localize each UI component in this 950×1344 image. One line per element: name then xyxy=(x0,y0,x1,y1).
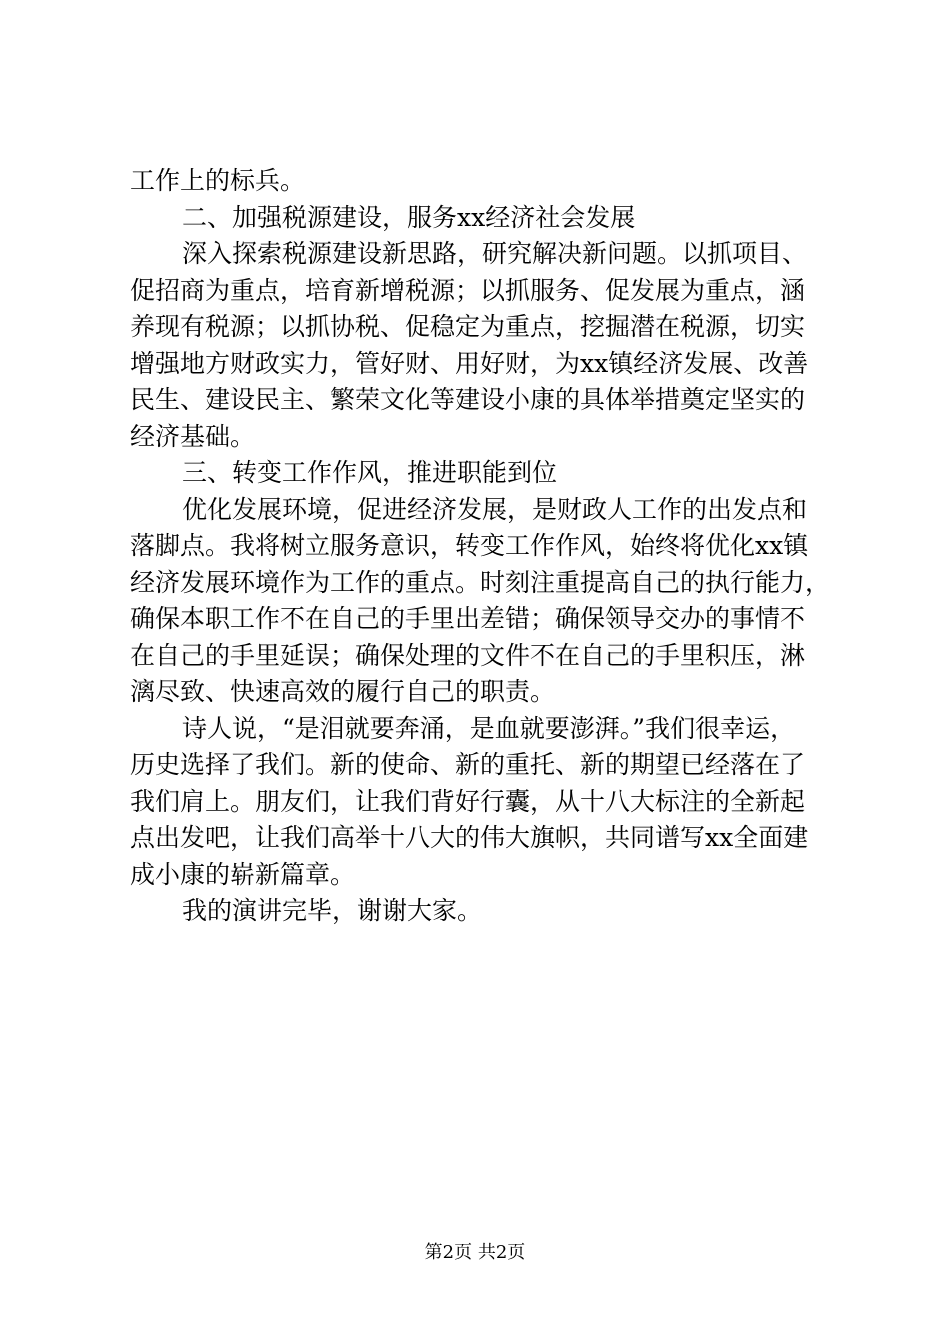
paragraph-closing: 我的演讲完毕，谢谢大家。 xyxy=(182,896,483,925)
paragraph-work-style: 优化发展环境，促进经济发展，是财政人工作的出发点和 落脚点。我将树立服务意识，转变工作作风，始终将优化xx镇 经济发展环境作为工作的重点。时刻注重提高自己的执行能力， 确保本职工作不在自己的手里出差错；确保领导交办的事情不 在自己的手里延误；确保处理的文件不在自己的手里积压，淋 漓尽致、快速高效的履行自己的职责。 xyxy=(130,494,831,706)
document-body xyxy=(130,163,835,930)
paragraph-tax-source: 深入探索税源建设新思路，研究解决新问题。以抓项目、 促招商为重点，培育新增税源；以抓服务、促发展为重点，涵 养现有税源；以抓协税、促稳定为重点，挖掘潜在税源，切实 增强地方财政实力，管好财、用好财，为xx镇经济发展、改善 民生、建设民主、繁荣文化等建设小康的具体举措奠定坚实的 经济基础。 xyxy=(130,239,809,451)
section-heading-3: 三、转变工作作风，推进职能到位 xyxy=(182,458,558,487)
paragraph-continuation: 工作上的标兵。 xyxy=(130,166,306,195)
section-heading-2: 二、加强税源建设，服务xx经济社会发展 xyxy=(182,202,636,232)
page-number-footer: 第2页 共2页 xyxy=(424,1242,526,1263)
paragraph-poet-quote: 诗人说，“是泪就要奔涌，是血就要澎湃。”我们很幸运， 历史选择了我们。新的使命、新的重托、新的期望已经落在了 我们肩上。朋友们，让我们背好行囊，从十八大标注的全新起 点出发吧，让我们高举十八大的伟大旗帜，共同谱写xx全面建 成小康的崭新篇章。 xyxy=(130,713,809,889)
